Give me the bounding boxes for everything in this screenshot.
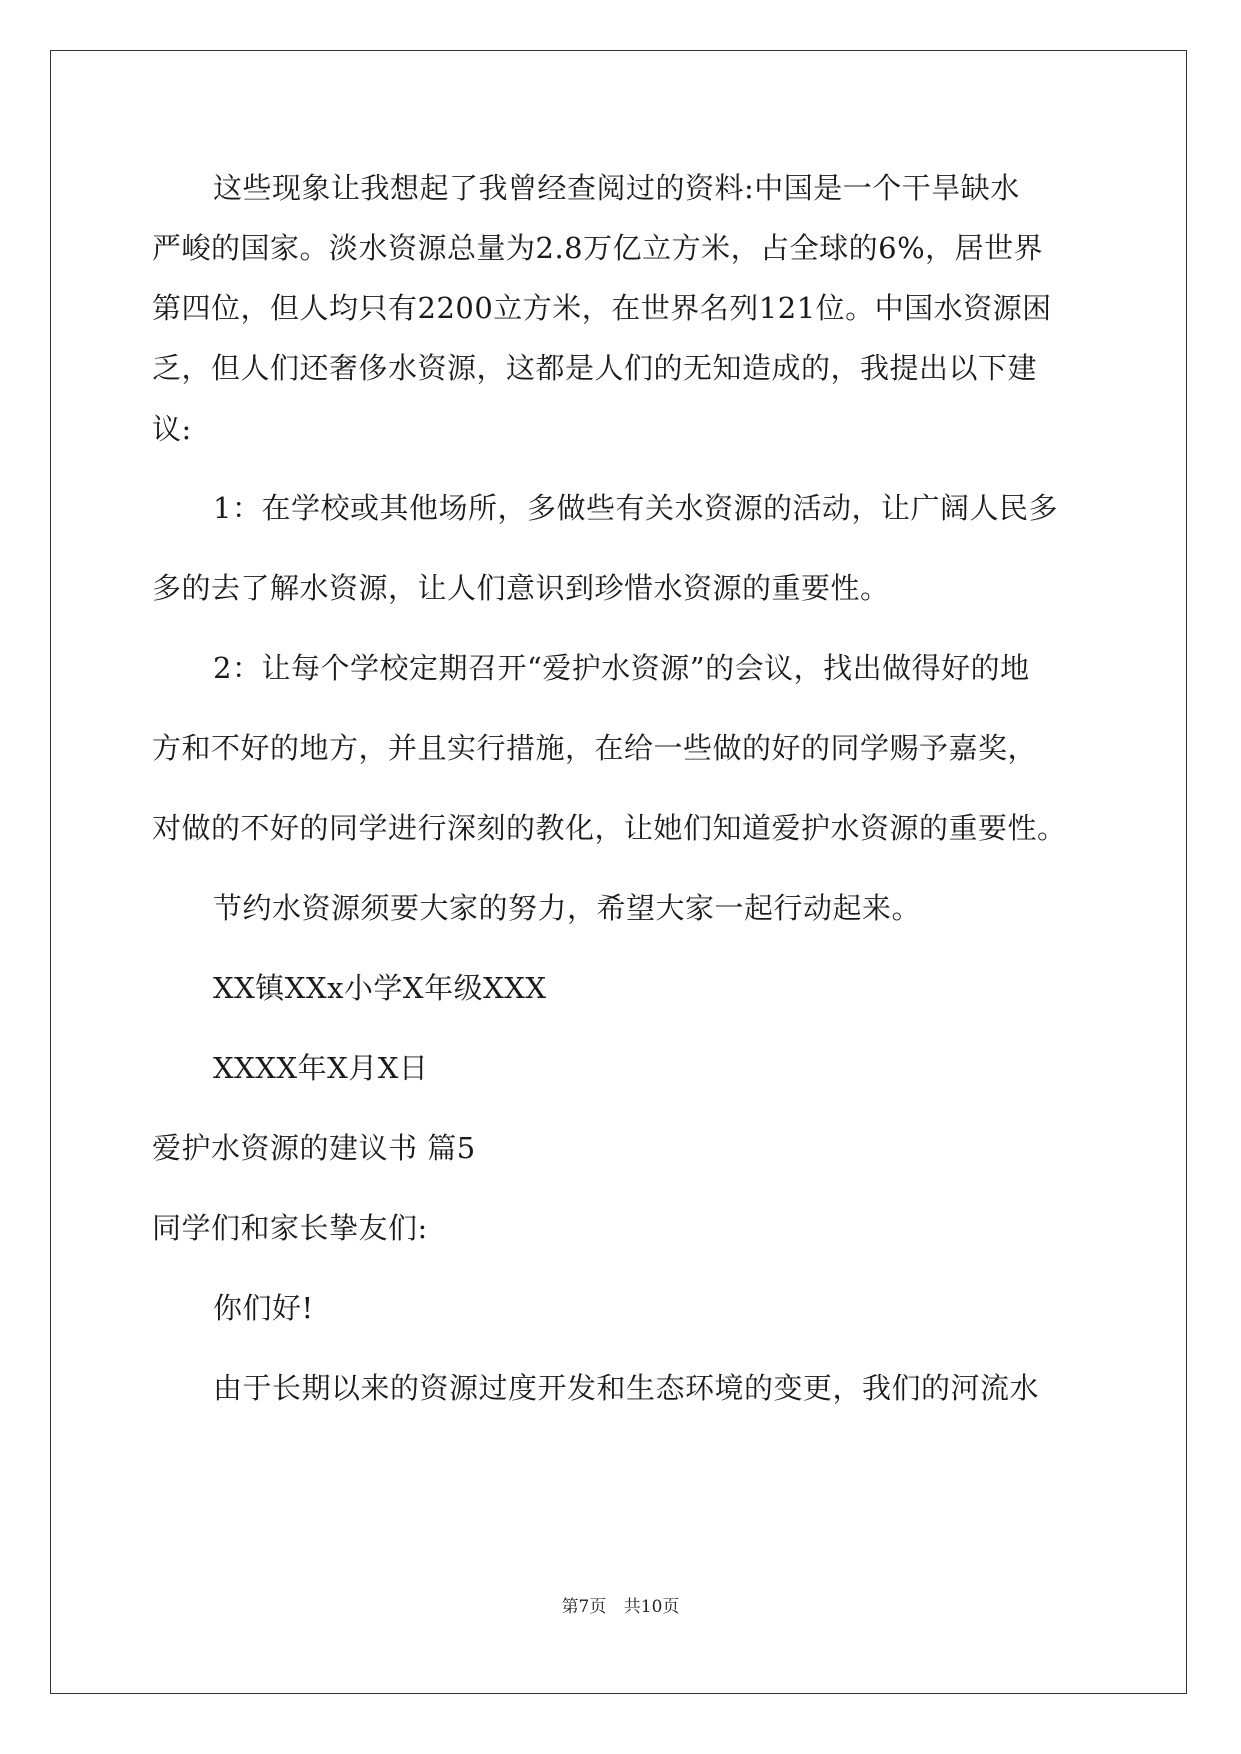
paragraph-line: 多的去了解水资源，让人们意识到珍惜水资源的重要性。: [152, 571, 890, 605]
greeting: 你们好!: [213, 1291, 314, 1325]
paragraph-line: 1：在学校或其他场所，多做些有关水资源的活动，让广阔人民多: [213, 491, 1058, 525]
paragraph-line: 议:: [152, 412, 192, 446]
date-line: XXXX年X月X日: [213, 1051, 429, 1085]
paragraph-line: 节约水资源须要大家的努力，希望大家一起行动起来。: [213, 891, 922, 925]
paragraph-line: 第四位，但人均只有2200立方米，在世界名列121位。中国水资源困: [152, 291, 1052, 325]
page-number: 第7页: [561, 1597, 607, 1617]
paragraph-line: 由于长期以来的资源过度开发和生态环境的变更，我们的河流水: [213, 1371, 1040, 1405]
page-total: 共10页: [623, 1597, 680, 1617]
section-heading: 爱护水资源的建议书 篇5: [152, 1131, 476, 1165]
signature-line: XX镇XXx小学X年级XXX: [213, 971, 547, 1005]
paragraph-line: 2：让每个学校定期召开“爱护水资源”的会议，找出做得好的地: [213, 651, 1030, 685]
paragraph-line: 乏，但人们还奢侈水资源，这都是人们的无知造成的，我提出以下建: [152, 351, 1038, 385]
salutation: 同学们和家长挚友们:: [152, 1211, 428, 1245]
paragraph-line: 严峻的国家。淡水资源总量为2.8万亿立方米，占全球的6%，居世界: [152, 231, 1044, 265]
paragraph-line: 这些现象让我想起了我曾经查阅过的资料:中国是一个干旱缺水: [213, 171, 1020, 205]
page-footer: [0, 1596, 1241, 1618]
paragraph-line: 对做的不好的同学进行深刻的教化，让她们知道爱护水资源的重要性。: [152, 811, 1067, 845]
paragraph-line: 方和不好的地方，并且实行措施，在给一些做的好的同学赐予嘉奖，: [152, 731, 1038, 765]
